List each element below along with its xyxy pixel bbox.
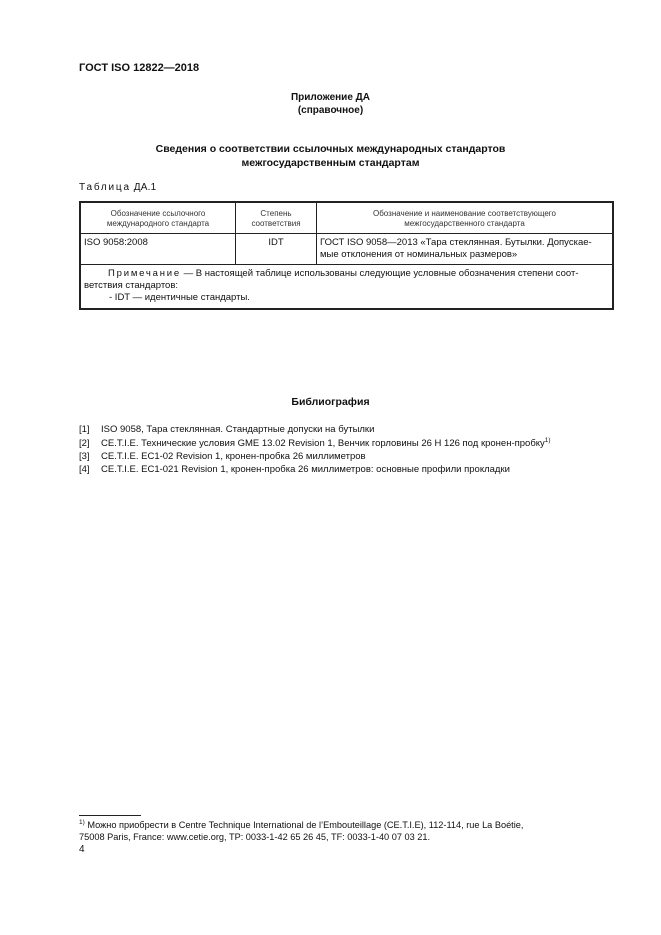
bibliography-item-text: ISO 9058, Тара стеклянная. Стандартные допуски на бутылки bbox=[101, 424, 375, 435]
column-header-intl-line1: Обозначение ссылочного bbox=[110, 208, 206, 218]
footnote bbox=[79, 817, 614, 843]
bibliography-item-text: CE.T.I.E. Технические условия GME 13.02 Revision 1, Венчик горловины 26 H 126 под кронен-пробку bbox=[101, 438, 545, 450]
bibliography-item bbox=[79, 424, 374, 435]
note-line3: - IDT — идентичные стандарты. bbox=[109, 292, 250, 303]
column-header-intl-line2: международного стандарта bbox=[106, 218, 210, 228]
correspondence-table bbox=[79, 201, 614, 310]
table-note-row bbox=[80, 265, 613, 310]
column-header-degree bbox=[236, 202, 317, 234]
bibliography-item-number: [3] bbox=[79, 451, 90, 462]
bibliography-title: Библиография bbox=[291, 396, 370, 408]
footnote-marker: 1) bbox=[79, 819, 85, 826]
footnote-line2: 75008 Paris, France: www.cetie.org, TP: 0033-1-42 65 26 45, TF: 0033-1-40 07 03 21. bbox=[79, 832, 431, 843]
column-header-degree-line2: соответствия bbox=[251, 218, 301, 228]
note-word: Примечание bbox=[108, 268, 181, 279]
cell-interstate-standard bbox=[317, 234, 614, 265]
table-note bbox=[80, 265, 613, 310]
note-line1-text: — В настоящей таблице использованы следующие условные обозначения степени соот- bbox=[181, 268, 579, 279]
column-header-degree-line1: Степень bbox=[260, 208, 292, 218]
bibliography-item-text: CE.T.I.E. EC1-021 Revision 1, кронен-пробка 26 миллиметров: основные профили прокладки bbox=[101, 464, 510, 475]
bibliography-item-number: [4] bbox=[79, 464, 90, 475]
bibliography-item-number: [2] bbox=[79, 438, 90, 450]
table-label bbox=[79, 182, 156, 193]
footnote-ref: 1) bbox=[544, 437, 551, 444]
footnote-divider bbox=[79, 815, 141, 816]
table-row bbox=[80, 234, 613, 265]
cell-degree: IDT bbox=[236, 234, 317, 265]
document-header: ГОСТ ISO 12822—2018 bbox=[79, 62, 200, 74]
column-header-interstate-line1: Обозначение и наименование соответствующего bbox=[373, 208, 556, 218]
cell-interstate-line2: мые отклонения от номинальных размеров» bbox=[320, 249, 518, 260]
table-header-row bbox=[80, 202, 613, 234]
appendix-title-line2: межгосударственным стандартам bbox=[241, 157, 420, 169]
appendix-name: Приложение ДА bbox=[290, 92, 371, 103]
table-label-word: Таблица bbox=[79, 182, 131, 193]
cell-intl-standard: ISO 9058:2008 bbox=[80, 234, 236, 265]
bibliography-item bbox=[79, 451, 366, 462]
column-header-interstate bbox=[317, 202, 614, 234]
cell-interstate-line1: ГОСТ ISO 9058—2013 «Тара стеклянная. Бутылки. Допускае- bbox=[320, 237, 592, 248]
bibliography-item-text: CE.T.I.E. EC1-02 Revision 1, кронен-пробка 26 миллиметров bbox=[101, 451, 366, 462]
table-label-number: ДА.1 bbox=[130, 182, 157, 193]
footnote-line1-text: Можно приобрести в Centre Technique International de l’Embouteillage (CE.T.I.E), 112-114, rue La Boétie, bbox=[84, 820, 524, 831]
appendix-type: (справочное) bbox=[297, 105, 364, 116]
note-line2: ветствия стандартов: bbox=[84, 280, 179, 291]
bibliography-item bbox=[79, 464, 510, 475]
page-number: 4 bbox=[79, 844, 85, 855]
footnote-line1 bbox=[79, 817, 614, 831]
note-line1 bbox=[84, 268, 609, 280]
bibliography-item-number: [1] bbox=[79, 424, 90, 435]
column-header-intl bbox=[80, 202, 236, 234]
bibliography-item bbox=[79, 437, 551, 449]
column-header-interstate-line2: межгосударственного стандарта bbox=[404, 218, 525, 228]
appendix-title-line1: Сведения о соответствии ссылочных международных стандартов bbox=[155, 143, 506, 155]
